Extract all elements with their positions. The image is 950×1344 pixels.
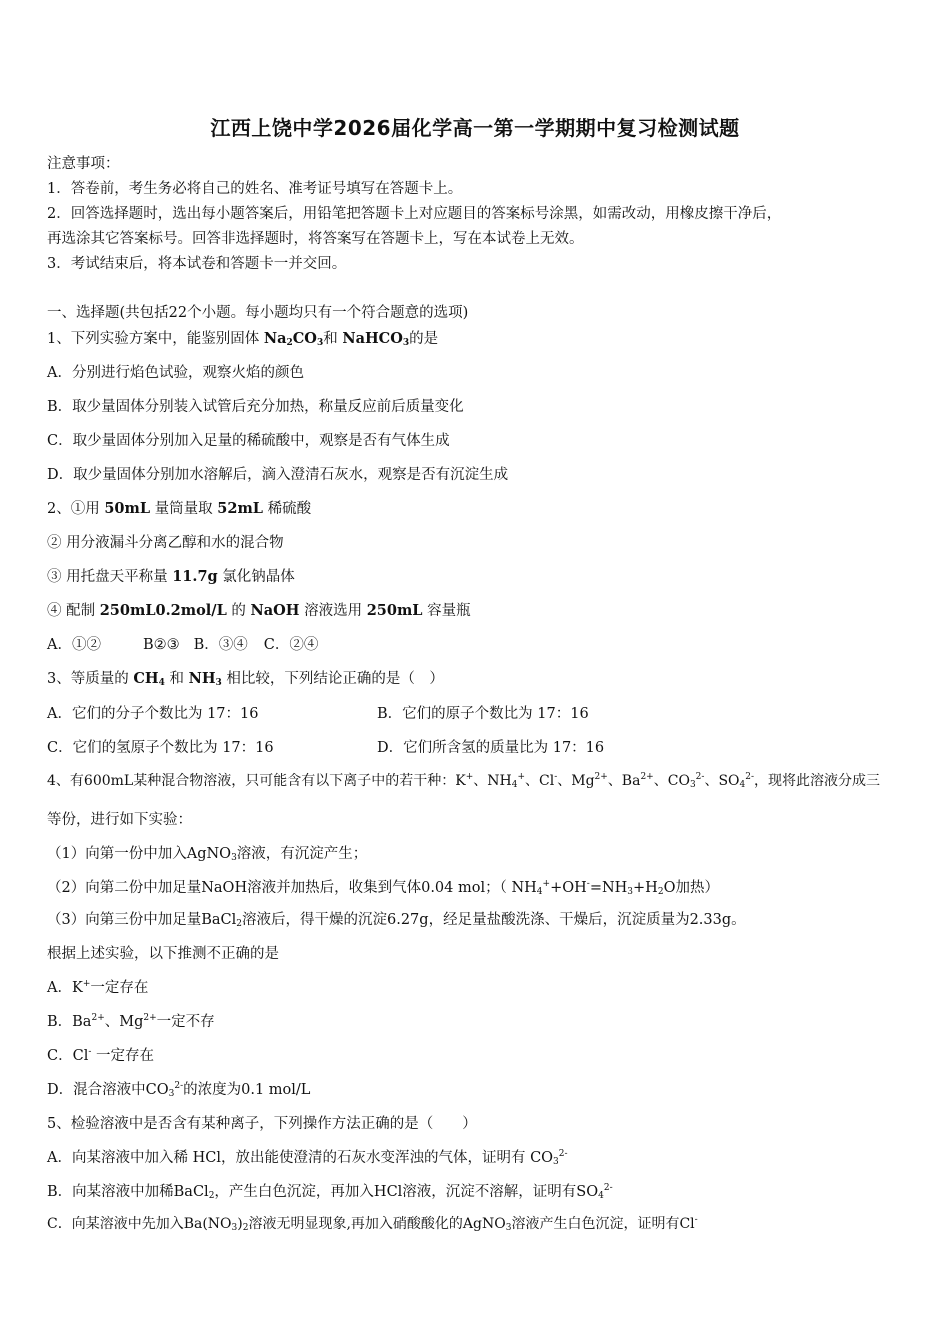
question-4-stem-line-1: 4、有600mL某种混合物溶液，只可能含有以下离子中的若干种：K+、$NH_4^+$、Cl-、$Mg^{2+}$、$Ba^{2+}$、$CO_3^{2-}$、$SO_4^{2-}$，现将此溶液分成三: [47, 772, 881, 790]
question-2-options: [47, 633, 318, 654]
question-3-option-b: B．它们的原子个数比为 17：16: [377, 706, 589, 722]
stem-text: 下列实验方案中，能鉴别固体: [70, 331, 264, 347]
question-number: 1、: [47, 331, 71, 347]
notice-item-1: 1．答卷前，考生务必将自己的姓名、准考证号填写在答题卡上。: [47, 181, 463, 197]
question-1-option-a: A．分别进行焰色试验，观察火焰的颜色: [47, 365, 304, 381]
question-4-option-a: A．K+一定存在: [47, 979, 149, 996]
question-3-option-a: A．它们的分子个数比为 17：16: [47, 706, 259, 722]
question-4-experiment-3: （3）向第三份中加足量BaCl$_2$溶液后，得干燥的沉淀6.27g，经足量盐酸洗涤、干燥后，沉淀质量为2.33g。: [47, 912, 746, 929]
question-2-option-c: C．②④: [263, 637, 319, 653]
question-2-option-b: B②③: [142, 637, 180, 653]
question-2-statement-1: 2、①用 50mL 量筒量取 52mL 稀硫酸: [47, 500, 312, 517]
question-2-statement-2: ② 用分液漏斗分离乙醇和水的混合物: [47, 535, 284, 551]
question-4-experiment-2: （2）向第二份中加足量NaOH溶液并加热后，收集到气体0.04 mol；（ $NH_4^++OH^-=NH_3+H_2O$加热）: [47, 879, 719, 897]
formula: $Na_2CO_3$: [263, 330, 324, 348]
question-1-stem: [47, 327, 438, 348]
question-1-option-c: C．取少量固体分别加入足量的稀硫酸中，观察是否有气体生成: [47, 433, 450, 449]
question-5-stem: 5、检验溶液中是否含有某种离子，下列操作方法正确的是（ ）: [47, 1116, 477, 1132]
question-3-options-row-2: [47, 736, 605, 757]
question-4-option-c: C．Cl- 一定存在: [47, 1047, 154, 1064]
stem-text: 和: [323, 331, 343, 347]
question-1-option-d: D．取少量固体分别加水溶解后，滴入澄清石灰水，观察是否有沉淀生成: [47, 467, 509, 483]
formula: NaHCO$_3$: [342, 330, 410, 348]
question-2-option-a: A．①②: [47, 637, 101, 653]
stem-text: 的是: [409, 331, 439, 347]
question-3-option-d: D．它们所含氢的质量比为 17：16: [377, 740, 605, 756]
question-3-option-c: C．它们的氢原子个数比为 17：16: [47, 740, 274, 756]
question-4-stem-line-2: 等份，进行如下实验：: [47, 812, 192, 828]
page-title: 江西上饶中学2026届化学高一第一学期期中复习检测试题: [210, 116, 740, 140]
question-2-statement-4: ④ 配制 250mL0.2mol/L 的 NaOH 溶液选用 250mL 容量瓶: [47, 602, 471, 619]
question-4-conclusion-prompt: 根据上述实验，以下推测不正确的是: [47, 946, 279, 962]
question-2-statement-3: ③ 用托盘天平称量 11.7g 氯化钠晶体: [47, 568, 295, 585]
question-5-option-c: C．向某溶液中先加入$Ba(NO_3)_2$溶液无明显现象,再加入硝酸酸化的AgNO$_3$溶液产生白色沉淀，证明有Cl-: [47, 1215, 698, 1233]
question-4-option-d: D．混合溶液中$CO_3^{2-}$的浓度为0.1 mol/L: [47, 1081, 311, 1099]
question-5-option-b: B．向某溶液中加稀BaCl$_2$，产生白色沉淀，再加入HCl溶液，沉淀不溶解，证明有$SO_4^{2-}$: [47, 1183, 613, 1201]
notice-heading: 注意事项：: [47, 156, 120, 172]
notice-item-2-line-1: 2．回答选择题时，选出每小题答案后，用铅笔把答题卡上对应题目的答案标号涂黑，如需改动，用橡皮擦干净后，: [47, 206, 782, 222]
question-5-option-a: A．向某溶液中加入稀 HCl，放出能使澄清的石灰水变浑浊的气体，证明有 $CO_3^{2-}$: [47, 1149, 568, 1167]
notice-item-2-line-2: 再选涂其它答案标号。回答非选择题时，将答案写在答题卡上，写在本试卷上无效。: [47, 231, 584, 247]
notice-item-3: 3．考试结束后，将本试卷和答题卡一并交回。: [47, 256, 347, 272]
question-4-option-b: B．$Ba^{2+}$、$Mg^{2+}$一定不存: [47, 1013, 215, 1030]
question-1-option-b: B．取少量固体分别装入试管后充分加热，称量反应前后质量变化: [47, 399, 464, 415]
section-heading: 一、选择题(共包括22个小题。每小题均只有一个符合题意的选项): [47, 305, 469, 321]
question-2-option-b-2: B．③④: [193, 637, 248, 653]
question-3-stem: 3、等质量的 $CH_4$ 和 $NH_3$ 相比较，下列结论正确的是（ ）: [47, 670, 444, 688]
question-3-options-row-1: [47, 702, 589, 723]
question-4-experiment-1: （1）向第一份中加入AgNO$_3$溶液，有沉淀产生；: [47, 846, 368, 863]
